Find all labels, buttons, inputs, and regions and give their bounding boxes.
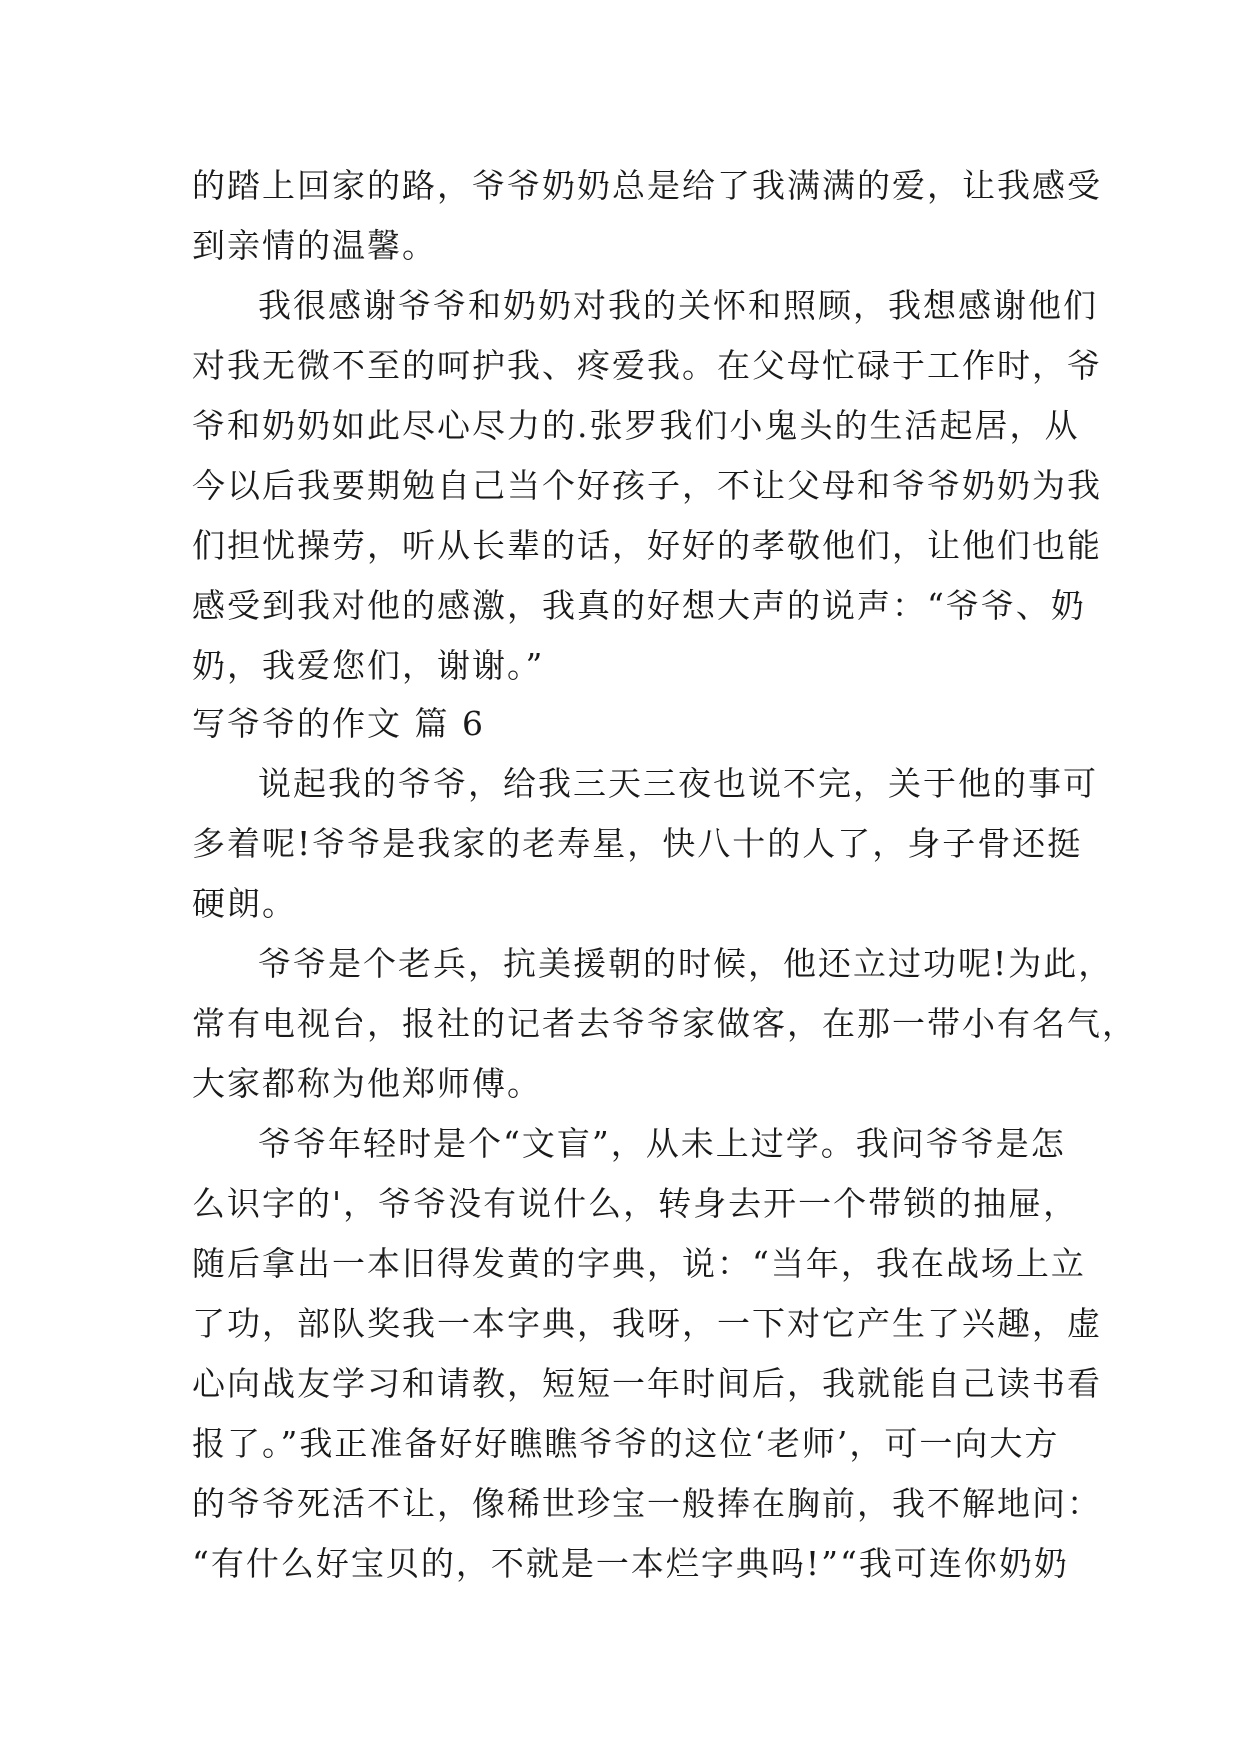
text-line: 么识字的'，爷爷没有说什么，转身去开一个带锁的抽屉，	[192, 1184, 1079, 1223]
text-line: 爷爷是个老兵，抗美援朝的时候，他还立过功呢!为此，	[258, 944, 1114, 983]
text-line: 硬朗。	[192, 884, 297, 923]
section-heading: 写爷爷的作文 篇 6	[192, 704, 485, 743]
text-line: 说起我的爷爷，给我三天三夜也说不完，关于他的事可	[258, 764, 1098, 803]
text-line: 今以后我要期勉自己当个好孩子，不让父母和爷爷奶奶为我	[192, 466, 1102, 505]
text-line: 随后拿出一本旧得发黄的字典，说：“当年，我在战场上立	[192, 1244, 1086, 1283]
text-line: “有什么好宝贝的，不就是一本烂字典吗!”“我可连你奶奶	[192, 1544, 1069, 1583]
text-line: 对我无微不至的呵护我、疼爱我。在父母忙碌于工作时，爷	[192, 346, 1102, 385]
text-line: 大家都称为他郑师傅。	[192, 1064, 542, 1103]
text-line: 感受到我对他的感激，我真的好想大声的说声：“爷爷、奶	[192, 586, 1086, 625]
text-line: 爷爷年轻时是个“文盲”，从未上过学。我问爷爷是怎	[258, 1124, 1066, 1163]
text-line: 常有电视台，报社的记者去爷爷家做客，在那一带小有名气，	[192, 1004, 1137, 1043]
text-line: 奶，我爱您们，谢谢。”	[192, 646, 545, 685]
text-line: 心向战友学习和请教，短短一年时间后，我就能自己读书看	[192, 1364, 1102, 1403]
text-line: 爷和奶奶如此尽心尽力的.张罗我们小鬼头的生活起居，从	[192, 406, 1080, 445]
text-line: 的踏上回家的路，爷爷奶奶总是给了我满满的爱，让我感受	[192, 166, 1102, 205]
text-line: 我很感谢爷爷和奶奶对我的关怀和照顾，我想感谢他们	[258, 286, 1098, 325]
text-line: 多着呢!爷爷是我家的老寿星，快八十的人了，身子骨还挺	[192, 824, 1083, 863]
text-line: 到亲情的温馨。	[192, 226, 437, 265]
text-line: 了功，部队奖我一本字典，我呀，一下对它产生了兴趣，虚	[192, 1304, 1102, 1343]
text-line: 的爷爷死活不让，像稀世珍宝一般捧在胸前，我不解地问：	[192, 1484, 1102, 1523]
text-line: 报了。”我正准备好好瞧瞧爷爷的这位‘老师’，可一向大方	[192, 1424, 1060, 1463]
text-line: 们担忧操劳，听从长辈的话，好好的孝敬他们，让他们也能	[192, 526, 1102, 565]
